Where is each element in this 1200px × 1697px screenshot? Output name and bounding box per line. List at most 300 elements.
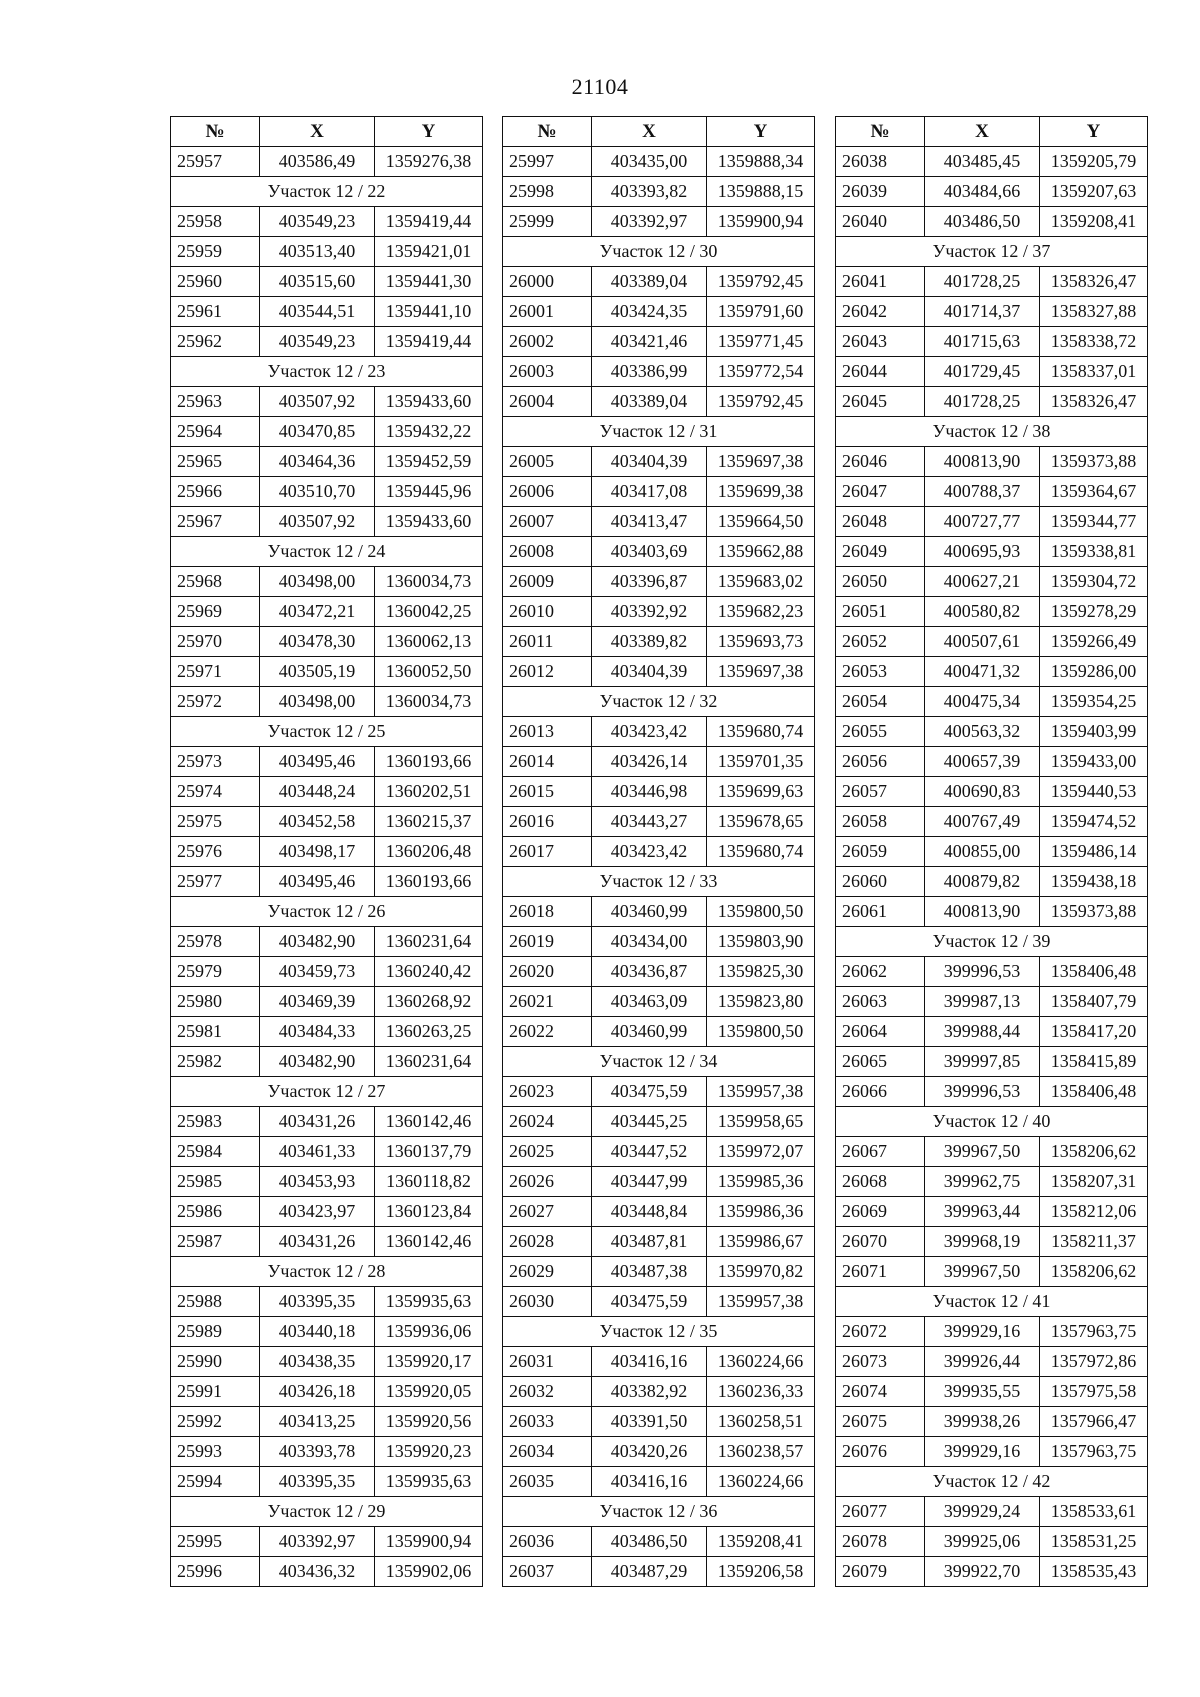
y-coordinate: 1359986,67 (707, 1227, 815, 1257)
y-coordinate: 1359207,63 (1040, 177, 1148, 207)
y-coordinate: 1359419,44 (375, 327, 483, 357)
table-row (836, 477, 1148, 507)
y-coordinate: 1359474,52 (1040, 807, 1148, 837)
x-coordinate: 403413,25 (260, 1407, 375, 1437)
x-coordinate: 403382,92 (592, 1377, 707, 1407)
x-coordinate: 403507,92 (260, 387, 375, 417)
x-coordinate: 400563,32 (925, 717, 1040, 747)
section-row (503, 687, 815, 717)
point-number: 26034 (503, 1437, 592, 1467)
x-coordinate: 403470,85 (260, 417, 375, 447)
point-number: 26052 (836, 627, 925, 657)
y-coordinate: 1359373,88 (1040, 447, 1148, 477)
point-number: 26077 (836, 1497, 925, 1527)
y-coordinate: 1358531,25 (1040, 1527, 1148, 1557)
table-row (171, 327, 483, 357)
table-row (503, 957, 815, 987)
x-coordinate: 403486,50 (592, 1527, 707, 1557)
table-row (836, 1527, 1148, 1557)
table-row (171, 1287, 483, 1317)
table-row (503, 1107, 815, 1137)
x-coordinate: 400813,90 (925, 897, 1040, 927)
x-coordinate: 399926,44 (925, 1347, 1040, 1377)
point-number: 26074 (836, 1377, 925, 1407)
table-header-row (171, 117, 483, 147)
x-coordinate: 403487,38 (592, 1257, 707, 1287)
point-number: 26055 (836, 717, 925, 747)
x-coordinate: 403434,00 (592, 927, 707, 957)
x-coordinate: 403423,42 (592, 717, 707, 747)
point-number: 25988 (171, 1287, 260, 1317)
y-coordinate: 1359403,99 (1040, 717, 1148, 747)
table-row (171, 1167, 483, 1197)
page-number: 21104 (571, 74, 629, 99)
y-coordinate: 1360142,46 (375, 1227, 483, 1257)
table-row (171, 1527, 483, 1557)
point-number: 26017 (503, 837, 592, 867)
table-row (836, 207, 1148, 237)
section-title: Участок 12 / 37 (836, 237, 1148, 267)
point-number: 25962 (171, 327, 260, 357)
x-coordinate: 403487,81 (592, 1227, 707, 1257)
point-number: 26043 (836, 327, 925, 357)
x-coordinate: 400471,32 (925, 657, 1040, 687)
point-number: 25983 (171, 1107, 260, 1137)
point-number: 26035 (503, 1467, 592, 1497)
y-coordinate: 1357963,75 (1040, 1437, 1148, 1467)
table-row (503, 1377, 815, 1407)
table-row (836, 327, 1148, 357)
point-number: 26065 (836, 1047, 925, 1077)
table-row (503, 1137, 815, 1167)
y-coordinate: 1359985,36 (707, 1167, 815, 1197)
table-row (503, 837, 815, 867)
point-number: 26076 (836, 1437, 925, 1467)
x-coordinate: 403549,23 (260, 207, 375, 237)
section-title: Участок 12 / 28 (171, 1257, 483, 1287)
y-coordinate: 1360202,51 (375, 777, 483, 807)
x-coordinate: 403386,99 (592, 357, 707, 387)
point-number: 26078 (836, 1527, 925, 1557)
y-coordinate: 1358406,48 (1040, 957, 1148, 987)
y-coordinate: 1359441,10 (375, 297, 483, 327)
x-coordinate: 403498,00 (260, 687, 375, 717)
x-coordinate: 403404,39 (592, 447, 707, 477)
y-coordinate: 1360263,25 (375, 1017, 483, 1047)
x-coordinate: 399925,06 (925, 1527, 1040, 1557)
section-title: Участок 12 / 40 (836, 1107, 1148, 1137)
table-row (171, 297, 483, 327)
section-row (171, 1497, 483, 1527)
y-coordinate: 1359445,96 (375, 477, 483, 507)
y-coordinate: 1359823,80 (707, 987, 815, 1017)
section-row (171, 1257, 483, 1287)
table-row (503, 627, 815, 657)
point-number: 25978 (171, 927, 260, 957)
table-row (171, 777, 483, 807)
section-row (503, 1317, 815, 1347)
point-number: 26028 (503, 1227, 592, 1257)
table-row (171, 867, 483, 897)
point-number: 25991 (171, 1377, 260, 1407)
point-number: 26030 (503, 1287, 592, 1317)
table-row (836, 1017, 1148, 1047)
point-number: 26057 (836, 777, 925, 807)
table-header-row (503, 117, 815, 147)
table-row (836, 147, 1148, 177)
y-coordinate: 1359792,45 (707, 267, 815, 297)
y-coordinate: 1360224,66 (707, 1467, 815, 1497)
point-number: 25967 (171, 507, 260, 537)
y-coordinate: 1360193,66 (375, 867, 483, 897)
section-row (836, 1107, 1148, 1137)
y-coordinate: 1359699,63 (707, 777, 815, 807)
y-coordinate: 1360236,33 (707, 1377, 815, 1407)
y-coordinate: 1360240,42 (375, 957, 483, 987)
x-coordinate: 403447,52 (592, 1137, 707, 1167)
point-number: 26015 (503, 777, 592, 807)
y-coordinate: 1358326,47 (1040, 387, 1148, 417)
table-row (503, 1227, 815, 1257)
point-number: 26066 (836, 1077, 925, 1107)
point-number: 26039 (836, 177, 925, 207)
table-row (503, 1557, 815, 1587)
point-number: 26046 (836, 447, 925, 477)
y-coordinate: 1359276,38 (375, 147, 483, 177)
table-row (171, 1137, 483, 1167)
point-number: 25985 (171, 1167, 260, 1197)
y-coordinate: 1359970,82 (707, 1257, 815, 1287)
table-row (171, 1347, 483, 1377)
table-row (836, 717, 1148, 747)
x-coordinate: 400727,77 (925, 507, 1040, 537)
table-row (503, 477, 815, 507)
point-number: 26032 (503, 1377, 592, 1407)
section-title: Участок 12 / 23 (171, 357, 483, 387)
point-number: 26037 (503, 1557, 592, 1587)
x-coordinate: 403447,99 (592, 1167, 707, 1197)
section-row (171, 717, 483, 747)
x-coordinate: 403495,46 (260, 867, 375, 897)
point-number: 26027 (503, 1197, 592, 1227)
y-coordinate: 1360137,79 (375, 1137, 483, 1167)
point-number: 26009 (503, 567, 592, 597)
section-row (171, 177, 483, 207)
x-coordinate: 400788,37 (925, 477, 1040, 507)
point-number: 26007 (503, 507, 592, 537)
x-coordinate: 399963,44 (925, 1197, 1040, 1227)
y-coordinate: 1359440,53 (1040, 777, 1148, 807)
y-coordinate: 1359900,94 (375, 1527, 483, 1557)
y-coordinate: 1359304,72 (1040, 567, 1148, 597)
table-row (836, 267, 1148, 297)
x-coordinate: 399962,75 (925, 1167, 1040, 1197)
x-coordinate: 403472,21 (260, 597, 375, 627)
x-coordinate: 403392,92 (592, 597, 707, 627)
x-coordinate: 403478,30 (260, 627, 375, 657)
x-coordinate: 403420,26 (592, 1437, 707, 1467)
x-coordinate: 403438,35 (260, 1347, 375, 1377)
y-coordinate: 1359344,77 (1040, 507, 1148, 537)
y-coordinate: 1360042,25 (375, 597, 483, 627)
table-row (503, 357, 815, 387)
section-row (171, 897, 483, 927)
table-row (836, 567, 1148, 597)
table-row (171, 1197, 483, 1227)
table-row (503, 597, 815, 627)
point-number: 26002 (503, 327, 592, 357)
point-number: 25969 (171, 597, 260, 627)
point-number: 26029 (503, 1257, 592, 1287)
x-coordinate: 403544,51 (260, 297, 375, 327)
table-row (503, 1167, 815, 1197)
y-coordinate: 1360034,73 (375, 687, 483, 717)
table-row (171, 507, 483, 537)
table-row (171, 687, 483, 717)
x-coordinate: 403453,93 (260, 1167, 375, 1197)
point-number: 26067 (836, 1137, 925, 1167)
x-coordinate: 399929,24 (925, 1497, 1040, 1527)
x-coordinate: 399968,19 (925, 1227, 1040, 1257)
x-coordinate: 403484,33 (260, 1017, 375, 1047)
x-coordinate: 403452,58 (260, 807, 375, 837)
y-coordinate: 1359791,60 (707, 297, 815, 327)
x-coordinate: 403507,92 (260, 507, 375, 537)
point-number: 25984 (171, 1137, 260, 1167)
header-x: X (592, 117, 707, 147)
x-coordinate: 403391,50 (592, 1407, 707, 1437)
y-coordinate: 1358206,62 (1040, 1137, 1148, 1167)
point-number: 25990 (171, 1347, 260, 1377)
point-number: 26054 (836, 687, 925, 717)
section-row (503, 1047, 815, 1077)
y-coordinate: 1359697,38 (707, 447, 815, 477)
y-coordinate: 1358415,89 (1040, 1047, 1148, 1077)
point-number: 25981 (171, 1017, 260, 1047)
table-row (836, 657, 1148, 687)
x-coordinate: 403423,42 (592, 837, 707, 867)
y-coordinate: 1359286,00 (1040, 657, 1148, 687)
x-coordinate: 399996,53 (925, 1077, 1040, 1107)
table-row (503, 1197, 815, 1227)
x-coordinate: 401715,63 (925, 327, 1040, 357)
x-coordinate: 403403,69 (592, 537, 707, 567)
point-number: 26018 (503, 897, 592, 927)
point-number: 26033 (503, 1407, 592, 1437)
table-row (171, 1107, 483, 1137)
table-row (503, 147, 815, 177)
x-coordinate: 403389,04 (592, 267, 707, 297)
point-number: 26023 (503, 1077, 592, 1107)
point-number: 25968 (171, 567, 260, 597)
y-coordinate: 1360224,66 (707, 1347, 815, 1377)
y-coordinate: 1359920,05 (375, 1377, 483, 1407)
x-coordinate: 403392,97 (592, 207, 707, 237)
y-coordinate: 1358535,43 (1040, 1557, 1148, 1587)
x-coordinate: 403460,99 (592, 897, 707, 927)
point-number: 26031 (503, 1347, 592, 1377)
point-number: 25977 (171, 867, 260, 897)
section-title: Участок 12 / 31 (503, 417, 815, 447)
table-row (171, 207, 483, 237)
point-number: 25995 (171, 1527, 260, 1557)
table-row (503, 927, 815, 957)
point-number: 25961 (171, 297, 260, 327)
point-number: 26063 (836, 987, 925, 1017)
point-number: 26075 (836, 1407, 925, 1437)
x-coordinate: 403475,59 (592, 1287, 707, 1317)
x-coordinate: 400507,61 (925, 627, 1040, 657)
table-row (503, 807, 815, 837)
section-title: Участок 12 / 41 (836, 1287, 1148, 1317)
x-coordinate: 403413,47 (592, 507, 707, 537)
point-number: 25960 (171, 267, 260, 297)
y-coordinate: 1359972,07 (707, 1137, 815, 1167)
y-coordinate: 1359452,59 (375, 447, 483, 477)
x-coordinate: 403495,46 (260, 747, 375, 777)
point-number: 26014 (503, 747, 592, 777)
point-number: 26020 (503, 957, 592, 987)
point-number: 25971 (171, 657, 260, 687)
table-row (503, 207, 815, 237)
table-row (503, 447, 815, 477)
point-number: 25976 (171, 837, 260, 867)
y-coordinate: 1359354,25 (1040, 687, 1148, 717)
section-row (836, 237, 1148, 267)
point-number: 26026 (503, 1167, 592, 1197)
table-row (503, 1527, 815, 1557)
section-row (171, 1077, 483, 1107)
table-row (836, 1047, 1148, 1077)
table-row (503, 267, 815, 297)
section-title: Участок 12 / 27 (171, 1077, 483, 1107)
table-row (171, 807, 483, 837)
x-coordinate: 403389,82 (592, 627, 707, 657)
point-number: 26044 (836, 357, 925, 387)
y-coordinate: 1360231,64 (375, 927, 483, 957)
y-coordinate: 1359419,44 (375, 207, 483, 237)
table-row (171, 987, 483, 1017)
y-coordinate: 1358338,72 (1040, 327, 1148, 357)
table-row (836, 837, 1148, 867)
section-title: Участок 12 / 29 (171, 1497, 483, 1527)
section-title: Участок 12 / 34 (503, 1047, 815, 1077)
x-coordinate: 403417,08 (592, 477, 707, 507)
point-number: 25957 (171, 147, 260, 177)
x-coordinate: 403431,26 (260, 1107, 375, 1137)
y-coordinate: 1359433,60 (375, 507, 483, 537)
point-number: 26010 (503, 597, 592, 627)
x-coordinate: 403513,40 (260, 237, 375, 267)
y-coordinate: 1360193,66 (375, 747, 483, 777)
point-number: 26008 (503, 537, 592, 567)
x-coordinate: 403482,90 (260, 927, 375, 957)
section-row (503, 237, 815, 267)
x-coordinate: 401728,25 (925, 387, 1040, 417)
x-coordinate: 403443,27 (592, 807, 707, 837)
point-number: 25979 (171, 957, 260, 987)
y-coordinate: 1359920,17 (375, 1347, 483, 1377)
section-row (836, 1287, 1148, 1317)
point-number: 26053 (836, 657, 925, 687)
y-coordinate: 1358211,37 (1040, 1227, 1148, 1257)
point-number: 26021 (503, 987, 592, 1017)
table-row (836, 507, 1148, 537)
x-coordinate: 403435,00 (592, 147, 707, 177)
y-coordinate: 1359957,38 (707, 1077, 815, 1107)
x-coordinate: 403515,60 (260, 267, 375, 297)
point-number: 25998 (503, 177, 592, 207)
y-coordinate: 1359957,38 (707, 1287, 815, 1317)
y-coordinate: 1359278,29 (1040, 597, 1148, 627)
y-coordinate: 1359208,41 (707, 1527, 815, 1557)
header-x: X (260, 117, 375, 147)
table-row (171, 477, 483, 507)
point-number: 26069 (836, 1197, 925, 1227)
y-coordinate: 1357963,75 (1040, 1317, 1148, 1347)
table-row (836, 177, 1148, 207)
table-row (836, 1497, 1148, 1527)
y-coordinate: 1358406,48 (1040, 1077, 1148, 1107)
table-row (171, 387, 483, 417)
point-number: 26056 (836, 747, 925, 777)
point-number: 26060 (836, 867, 925, 897)
table-row (171, 1227, 483, 1257)
x-coordinate: 400879,82 (925, 867, 1040, 897)
section-title: Участок 12 / 24 (171, 537, 483, 567)
point-number: 25966 (171, 477, 260, 507)
y-coordinate: 1359800,50 (707, 1017, 815, 1047)
point-number: 26013 (503, 717, 592, 747)
table-row (503, 1467, 815, 1497)
y-coordinate: 1360142,46 (375, 1107, 483, 1137)
x-coordinate: 403469,39 (260, 987, 375, 1017)
table-row (171, 927, 483, 957)
point-number: 25982 (171, 1047, 260, 1077)
x-coordinate: 403393,82 (592, 177, 707, 207)
table-row (836, 537, 1148, 567)
y-coordinate: 1360215,37 (375, 807, 483, 837)
table-header-row (836, 117, 1148, 147)
table-row (171, 567, 483, 597)
y-coordinate: 1360231,64 (375, 1047, 483, 1077)
x-coordinate: 403426,14 (592, 747, 707, 777)
table-row (503, 297, 815, 327)
table-row (836, 807, 1148, 837)
x-coordinate: 400690,83 (925, 777, 1040, 807)
x-coordinate: 403475,59 (592, 1077, 707, 1107)
point-number: 26070 (836, 1227, 925, 1257)
x-coordinate: 403392,97 (260, 1527, 375, 1557)
y-coordinate: 1359683,02 (707, 567, 815, 597)
y-coordinate: 1359205,79 (1040, 147, 1148, 177)
table-row (171, 627, 483, 657)
x-coordinate: 403482,90 (260, 1047, 375, 1077)
x-coordinate: 403486,50 (925, 207, 1040, 237)
point-number: 25999 (503, 207, 592, 237)
x-coordinate: 403461,33 (260, 1137, 375, 1167)
y-coordinate: 1357975,58 (1040, 1377, 1148, 1407)
section-title: Участок 12 / 38 (836, 417, 1148, 447)
table-row (836, 1407, 1148, 1437)
table-row (503, 1407, 815, 1437)
x-coordinate: 403393,78 (260, 1437, 375, 1467)
x-coordinate: 400695,93 (925, 537, 1040, 567)
point-number: 25987 (171, 1227, 260, 1257)
table-row (503, 1077, 815, 1107)
x-coordinate: 400813,90 (925, 447, 1040, 477)
x-coordinate: 403395,35 (260, 1287, 375, 1317)
